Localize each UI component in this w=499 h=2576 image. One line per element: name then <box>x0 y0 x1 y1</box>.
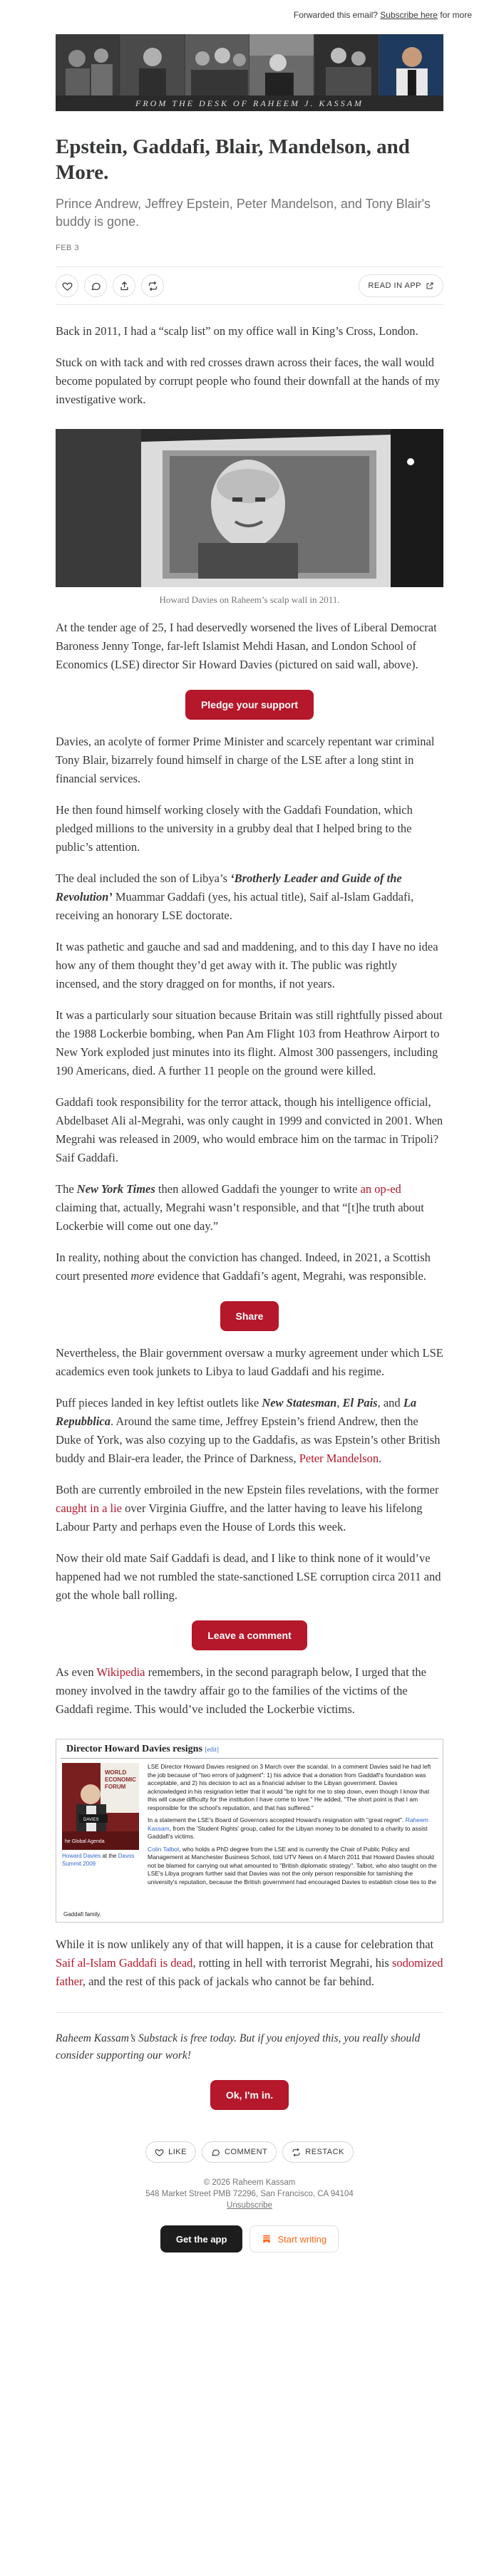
text-run: claiming that, actually, Megrahi wasn’t responsible, and that “[t]he truth about Lockerbie will come out one day.” <box>56 1201 424 1233</box>
text-run-emphasis: El Pais <box>342 1396 378 1409</box>
app-row <box>0 2225 499 2274</box>
like-button[interactable] <box>56 274 78 297</box>
text-run-emphasis: New Statesman <box>262 1396 337 1409</box>
post-body <box>56 733 443 1286</box>
footer-restack-button[interactable] <box>282 2141 354 2163</box>
footer-comment-button[interactable] <box>202 2141 277 2163</box>
read-in-app-label: READ IN APP <box>368 281 421 290</box>
subscribe-note: Raheem Kassam’s Substack is free today. But if you enjoyed this, you really should consider supporting our work! <box>56 2032 421 2062</box>
heart-icon <box>155 2148 164 2157</box>
wiki-paragraph <box>148 1846 437 1887</box>
paragraph <box>56 1394 443 1468</box>
paragraph: Now their old mate Saif Gaddafi is dead, and I like to think none of it would’ve happened had we not rumbled the state-sanctioned LSE corruption circa 2011 and got the whole ball rolling. <box>56 1551 441 1602</box>
post-body <box>56 619 443 674</box>
text-run-emphasis: ‘Brotherly Leader and Guide of the Revolution’ <box>56 871 402 904</box>
wiki-thumb-caption <box>62 1852 139 1868</box>
father-link[interactable]: sodomized father <box>56 1956 443 1988</box>
wiki-talbot-link[interactable]: Colin Talbot <box>148 1845 180 1853</box>
post-body <box>56 1663 443 1719</box>
scalp-wall-figure <box>56 429 443 606</box>
caught-in-lie-link[interactable]: caught in a lie <box>56 1501 123 1515</box>
post-body <box>56 1344 443 1605</box>
forward-suffix: for more <box>437 10 472 20</box>
text-run: . Around the same time, Jeffrey Epstein’s friend Andrew, then the Duke of York, was also cozying up to the Gaddafis, as was Epstein’s other British buddy and Blair-era leader, the Prince of Darkness, <box>56 1414 441 1465</box>
paragraph <box>56 1248 443 1286</box>
unsubscribe-link[interactable]: Unsubscribe <box>227 2201 272 2210</box>
text-run: , and <box>377 1396 403 1409</box>
saif-dead-link[interactable]: Saif al-Islam Gaddafi is dead <box>56 1956 193 1970</box>
text-run: In reality, nothing about the conviction has changed. Indeed, in 2021, a Scottish court presented <box>56 1251 431 1283</box>
section-divider <box>56 2012 443 2013</box>
comment-button[interactable] <box>84 274 107 297</box>
wiki-kassam-link[interactable]: Raheem Kassam <box>148 1816 428 1832</box>
wiki-paragraph <box>148 1816 437 1841</box>
text-run: In a statement the LSE's Board of Governors accepted Howard's resignation with "great regret". <box>148 1816 406 1824</box>
copyright: © 2026 Raheem Kassam <box>203 2178 296 2187</box>
post-title[interactable]: Epstein, Gaddafi, Blair, Mandelson, and More. <box>56 135 410 184</box>
footer-comment-label: COMMENT <box>224 2148 268 2156</box>
post-subtitle: Prince Andrew, Jeffrey Epstein, Peter Mandelson, and Tony Blair's buddy is gone. <box>56 197 431 229</box>
post-body <box>56 322 443 409</box>
paragraph: At the tender age of 25, I had deservedly worsened the lives of Liberal Democrat Baroness Jenny Tonge, far-left Islamist Mehdi Hasan, and London School of Economics (LSE) director Sir Howard Davies (pictured on said wall, above). <box>56 621 437 671</box>
paragraph <box>56 869 443 925</box>
mandelson-link[interactable]: Peter Mandelson <box>299 1452 379 1465</box>
restack-icon <box>148 281 158 291</box>
text-run: Puff pieces landed in key leftist outlets like <box>56 1396 262 1409</box>
text-run: , and the rest of this pack of jackals who cannot be far behind. <box>82 1975 374 1988</box>
post-action-bar <box>56 267 443 305</box>
text-run: remembers, in the second paragraph below, I urged that the money involved in the tawdry affair go to the families of the victims of the Gaddafi regime. This would’ve included the Lockerbie victims. <box>56 1665 426 1716</box>
wiki-footer-text: Gaddafi family. <box>63 1911 101 1918</box>
heart-icon <box>62 281 73 291</box>
post-date: FEB 3 <box>56 244 80 252</box>
banner-photo <box>185 34 250 97</box>
text-run: . <box>379 1452 382 1465</box>
substack-logo-icon <box>262 2234 272 2244</box>
footer-restack-label: RESTACK <box>305 2148 344 2156</box>
paragraph: It was pathetic and gauche and sad and maddening, and to this day I have no idea how any of them thought they’d get away with it. The public was rightly incensed, and the story dragged on for months, if not years. <box>56 940 438 990</box>
footer-like-button[interactable] <box>145 2141 196 2163</box>
comment-icon <box>91 281 101 291</box>
banner-caption: FROM THE DESK OF RAHEEM J. KASSAM <box>56 95 443 111</box>
pledge-cta <box>0 690 499 720</box>
text-run: As even <box>56 1665 97 1679</box>
start-writing-label: Start writing <box>277 2233 327 2245</box>
wiki-photo <box>62 1763 139 1850</box>
wiki-edit-link: [edit] <box>205 1746 219 1753</box>
paragraph <box>56 1481 443 1536</box>
read-in-app-button[interactable] <box>359 274 443 297</box>
wiki-thumb-link[interactable]: Davos Summit 2009 <box>62 1853 135 1867</box>
text-run-emphasis: more <box>130 1269 155 1283</box>
paragraph: It was a particularly sour situation because Britain was still rightfully pissed about the 1988 Lockerbie bombing, when Pan Am Flight 103 from Heathrow Airport to New York exploded just minutes into its flight. Almost 300 passengers, including 190 Americans, died. A further 11 people on the ground were killed. <box>56 1008 443 1077</box>
paragraph: Gaddafi took responsibility for the terror attack, though his intelligence official, Abdelbaset Ali al-Megrahi, was only caught in 1999 and convicted in 2001. When Megrahi was released in 2009, who would embrace him on the tarmac in Tripoli? Saif Gaddafi. <box>56 1095 443 1164</box>
forward-text: Forwarded this email? <box>293 10 381 20</box>
text-run: , who holds a PhD degree from the LSE and is currently the Chair of Public Policy and Management at Manchester Business School, told UTV News on 4 March 2011 that Howard Davies should not be blamed for carrying out what amounted to "British diplomatic strategy". Talbot, who also taught on the LSE's Libya program further said that Davies was not the only person responsible for tarnishing the university's reputation, because the British government had encouraged Davies to establish close ties to the <box>148 1845 437 1886</box>
scalp-wall-photo[interactable] <box>56 429 443 587</box>
comment-cta <box>0 1620 499 1650</box>
text-run: While it is now unlikely any of that will happen, it is a cause for celebration that <box>56 1938 434 1951</box>
figure-caption: Howard Davies on Raheem’s scalp wall in 2011. <box>159 594 340 605</box>
paragraph <box>56 1935 443 1991</box>
text-run: evidence that Gaddafi’s agent, Megrahi, was responsible. <box>154 1269 426 1283</box>
paragraph: Back in 2011, I had a “scalp list” on my office wall in King’s Cross, London. <box>56 324 418 338</box>
restack-icon <box>292 2148 301 2157</box>
wiki-thumbnail <box>62 1763 139 1890</box>
wiki-text <box>148 1763 437 1890</box>
wiki-content <box>56 1759 443 1895</box>
publication-banner[interactable] <box>56 34 443 111</box>
text-run: Muammar Gaddafi (yes, his actual title), Saif al-Islam Gaddafi, receiving an honorary LSE doctorate. <box>56 890 414 922</box>
footer-legal <box>0 2177 499 2211</box>
wiki-heading-text: Director Howard Davies resigns <box>66 1744 202 1754</box>
wiki-heading <box>61 1739 438 1759</box>
text-run: , from the 'Student Rights' group, called for the Libyan money to be donated to a charity to assist Gaddafi's victims. <box>148 1824 428 1840</box>
text-run: The <box>56 1182 77 1196</box>
text-run: Both are currently embroiled in the new Epstein files revelations, with the former <box>56 1483 439 1496</box>
share-button[interactable] <box>113 274 135 297</box>
start-writing-button[interactable] <box>250 2225 339 2252</box>
post-body <box>56 1935 443 1991</box>
paragraph: He then found himself working closely with the Gaddafi Foundation, which pledged millions to the university in a grubby deal that I helped bring to the public’s attention. <box>56 803 413 854</box>
banner-photo <box>56 34 120 97</box>
banner-photo <box>314 34 379 97</box>
leave-comment-button[interactable]: Leave a comment <box>192 1620 307 1650</box>
banner-photo <box>250 34 314 97</box>
external-link-icon <box>426 281 434 290</box>
wiki-thumb-link[interactable]: Howard Davies <box>62 1853 101 1859</box>
banner-photo <box>379 34 443 97</box>
text-run: The deal included the son of Libya’s <box>56 871 231 885</box>
paragraph: Stuck on with tack and with red crosses drawn across their faces, the wall would become populated by corrupt people who found their downfall at the hands of my investigative work. <box>56 356 441 406</box>
ok-cta <box>0 2080 499 2110</box>
share-cta <box>0 1301 499 1331</box>
address: 548 Market Street PMB 72296, San Francisco, CA 94104 <box>145 2190 354 2198</box>
get-app-button[interactable]: Get the app <box>160 2225 243 2252</box>
text-run-emphasis: New York Times <box>76 1182 155 1196</box>
subscribe-link[interactable]: Subscribe here <box>380 10 438 20</box>
paragraph <box>56 1180 443 1236</box>
svg-text:FORUM: FORUM <box>105 1784 126 1790</box>
banner-photo <box>120 34 185 97</box>
paragraph: Nevertheless, the Blair government oversaw a murky agreement under which LSE academics even took junkets to Libya to laud Gaddafi and his regime. <box>56 1346 443 1378</box>
text-run: , rotting in hell with terrorist Megrahi, his <box>192 1956 392 1970</box>
forward-bar <box>0 0 499 24</box>
svg-text:DAVIES: DAVIES <box>83 1818 99 1822</box>
svg-text:ECONOMIC: ECONOMIC <box>105 1776 136 1783</box>
footer-like-label: LIKE <box>168 2148 187 2156</box>
text-run: at the <box>101 1853 118 1859</box>
comment-icon <box>211 2148 220 2157</box>
share-button-cta[interactable]: Share <box>220 1301 279 1331</box>
banner-photos <box>56 34 443 97</box>
pledge-support-button[interactable]: Pledge your support <box>185 690 314 720</box>
text-run-emphasis: La Repubblica <box>56 1396 417 1428</box>
svg-text:WORLD: WORLD <box>105 1769 127 1776</box>
ok-im-in-button[interactable]: Ok, I'm in. <box>210 2080 289 2110</box>
restack-button[interactable] <box>141 274 164 297</box>
wikipedia-screenshot[interactable] <box>56 1739 443 1923</box>
footer-actions <box>0 2141 499 2163</box>
svg-text:he Global Agenda: he Global Agenda <box>65 1839 105 1844</box>
text-run: over Virginia Giuffre, and the latter having to leave his lifelong Labour Party and perhaps even the House of Lords this week. <box>56 1501 423 1533</box>
wiki-paragraph: LSE Director Howard Davies resigned on 3 March over the scandal. In a comment Davies said he had left the job because of "two errors of judgment": 1) his advice that a donation from Gaddafi's foundation was acceptable, and 2) his decision to act as a financial adviser to the Libyan government. Davies acknowledged in his resignation letter that it would "be right for me to step down, even though I know that this will cause difficulty for the institution I have come to love." He added, "The short point is that I am responsible for the school's reputation, and that has suffered." <box>148 1763 431 1811</box>
text-run: then allowed Gaddafi the younger to write <box>155 1182 361 1196</box>
wikipedia-link[interactable]: Wikipedia <box>96 1665 145 1679</box>
share-icon <box>119 281 130 291</box>
text-run: , <box>336 1396 343 1409</box>
op-ed-link[interactable]: an op-ed <box>360 1182 401 1196</box>
paragraph <box>56 1663 443 1719</box>
paragraph: Davies, an acolyte of former Prime Minister and scarcely repentant war criminal Tony Blair, bizarrely found himself in charge of the LSE after a long stint in financial services. <box>56 735 435 785</box>
